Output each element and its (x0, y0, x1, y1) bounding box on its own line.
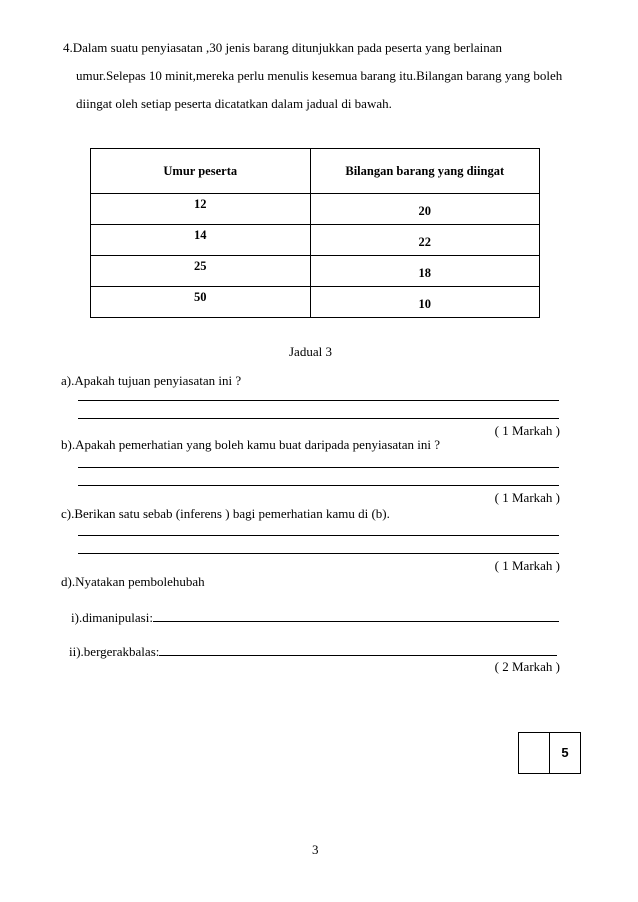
table-cell-age: 14 (91, 225, 311, 256)
table-row (91, 225, 540, 256)
marks-a: ( 1 Markah ) (494, 423, 560, 438)
table-header-row (91, 149, 540, 194)
question-d: d).Nyatakan pembolehubah (61, 574, 205, 589)
question-d-i (71, 609, 559, 626)
data-table (90, 148, 540, 318)
question-d-i-label: i).dimanipulasi: (71, 610, 153, 625)
table-cell-age: 25 (91, 256, 311, 287)
question-d-ii-label: ii).bergerakbalas: (69, 644, 160, 659)
marks-c: ( 1 Markah ) (494, 558, 560, 573)
answer-line-d-i[interactable] (153, 609, 559, 622)
table-row (91, 256, 540, 287)
table-cell-count: 18 (310, 256, 540, 287)
table-cell-count: 20 (310, 194, 540, 225)
intro-line-2: umur.Selepas 10 minit,mereka perlu menulis kesemua barang itu.Bilangan barang yang boleh (76, 68, 563, 83)
answer-line-b-1[interactable] (78, 467, 559, 468)
table-header-count: Bilangan barang yang diingat (310, 149, 540, 194)
question-d-ii (69, 643, 557, 660)
table-row (91, 287, 540, 318)
question-c: c).Berikan satu sebab (inferens ) bagi pemerhatian kamu di (b). (61, 506, 390, 521)
answer-line-d-ii[interactable] (159, 643, 557, 656)
score-box-total: 5 (561, 745, 569, 760)
marks-b: ( 1 Markah ) (494, 490, 560, 505)
table-header-age: Umur peserta (91, 149, 311, 194)
intro-line-1: 4.Dalam suatu penyiasatan ,30 jenis barang ditunjukkan pada peserta yang berlainan (63, 40, 502, 55)
page-number: 3 (312, 842, 319, 857)
table-cell-age: 50 (91, 287, 311, 318)
table-caption: Jadual 3 (289, 344, 332, 359)
score-box (518, 732, 581, 774)
table-cell-age: 12 (91, 194, 311, 225)
question-b: b).Apakah pemerhatian yang boleh kamu buat daripada penyiasatan ini ? (61, 437, 441, 452)
table-cell-count: 22 (310, 225, 540, 256)
intro-line-3: diingat oleh setiap peserta dicatatkan dalam jadual di bawah. (76, 96, 392, 111)
answer-line-b-2[interactable] (78, 485, 559, 486)
answer-line-c-1[interactable] (78, 535, 559, 536)
table-cell-count: 10 (310, 287, 540, 318)
table-row (91, 194, 540, 225)
question-a: a).Apakah tujuan penyiasatan ini ? (61, 373, 242, 388)
answer-line-a-1[interactable] (78, 400, 559, 401)
answer-line-c-2[interactable] (78, 553, 559, 554)
answer-line-a-2[interactable] (78, 418, 559, 419)
marks-d: ( 2 Markah ) (494, 659, 560, 674)
